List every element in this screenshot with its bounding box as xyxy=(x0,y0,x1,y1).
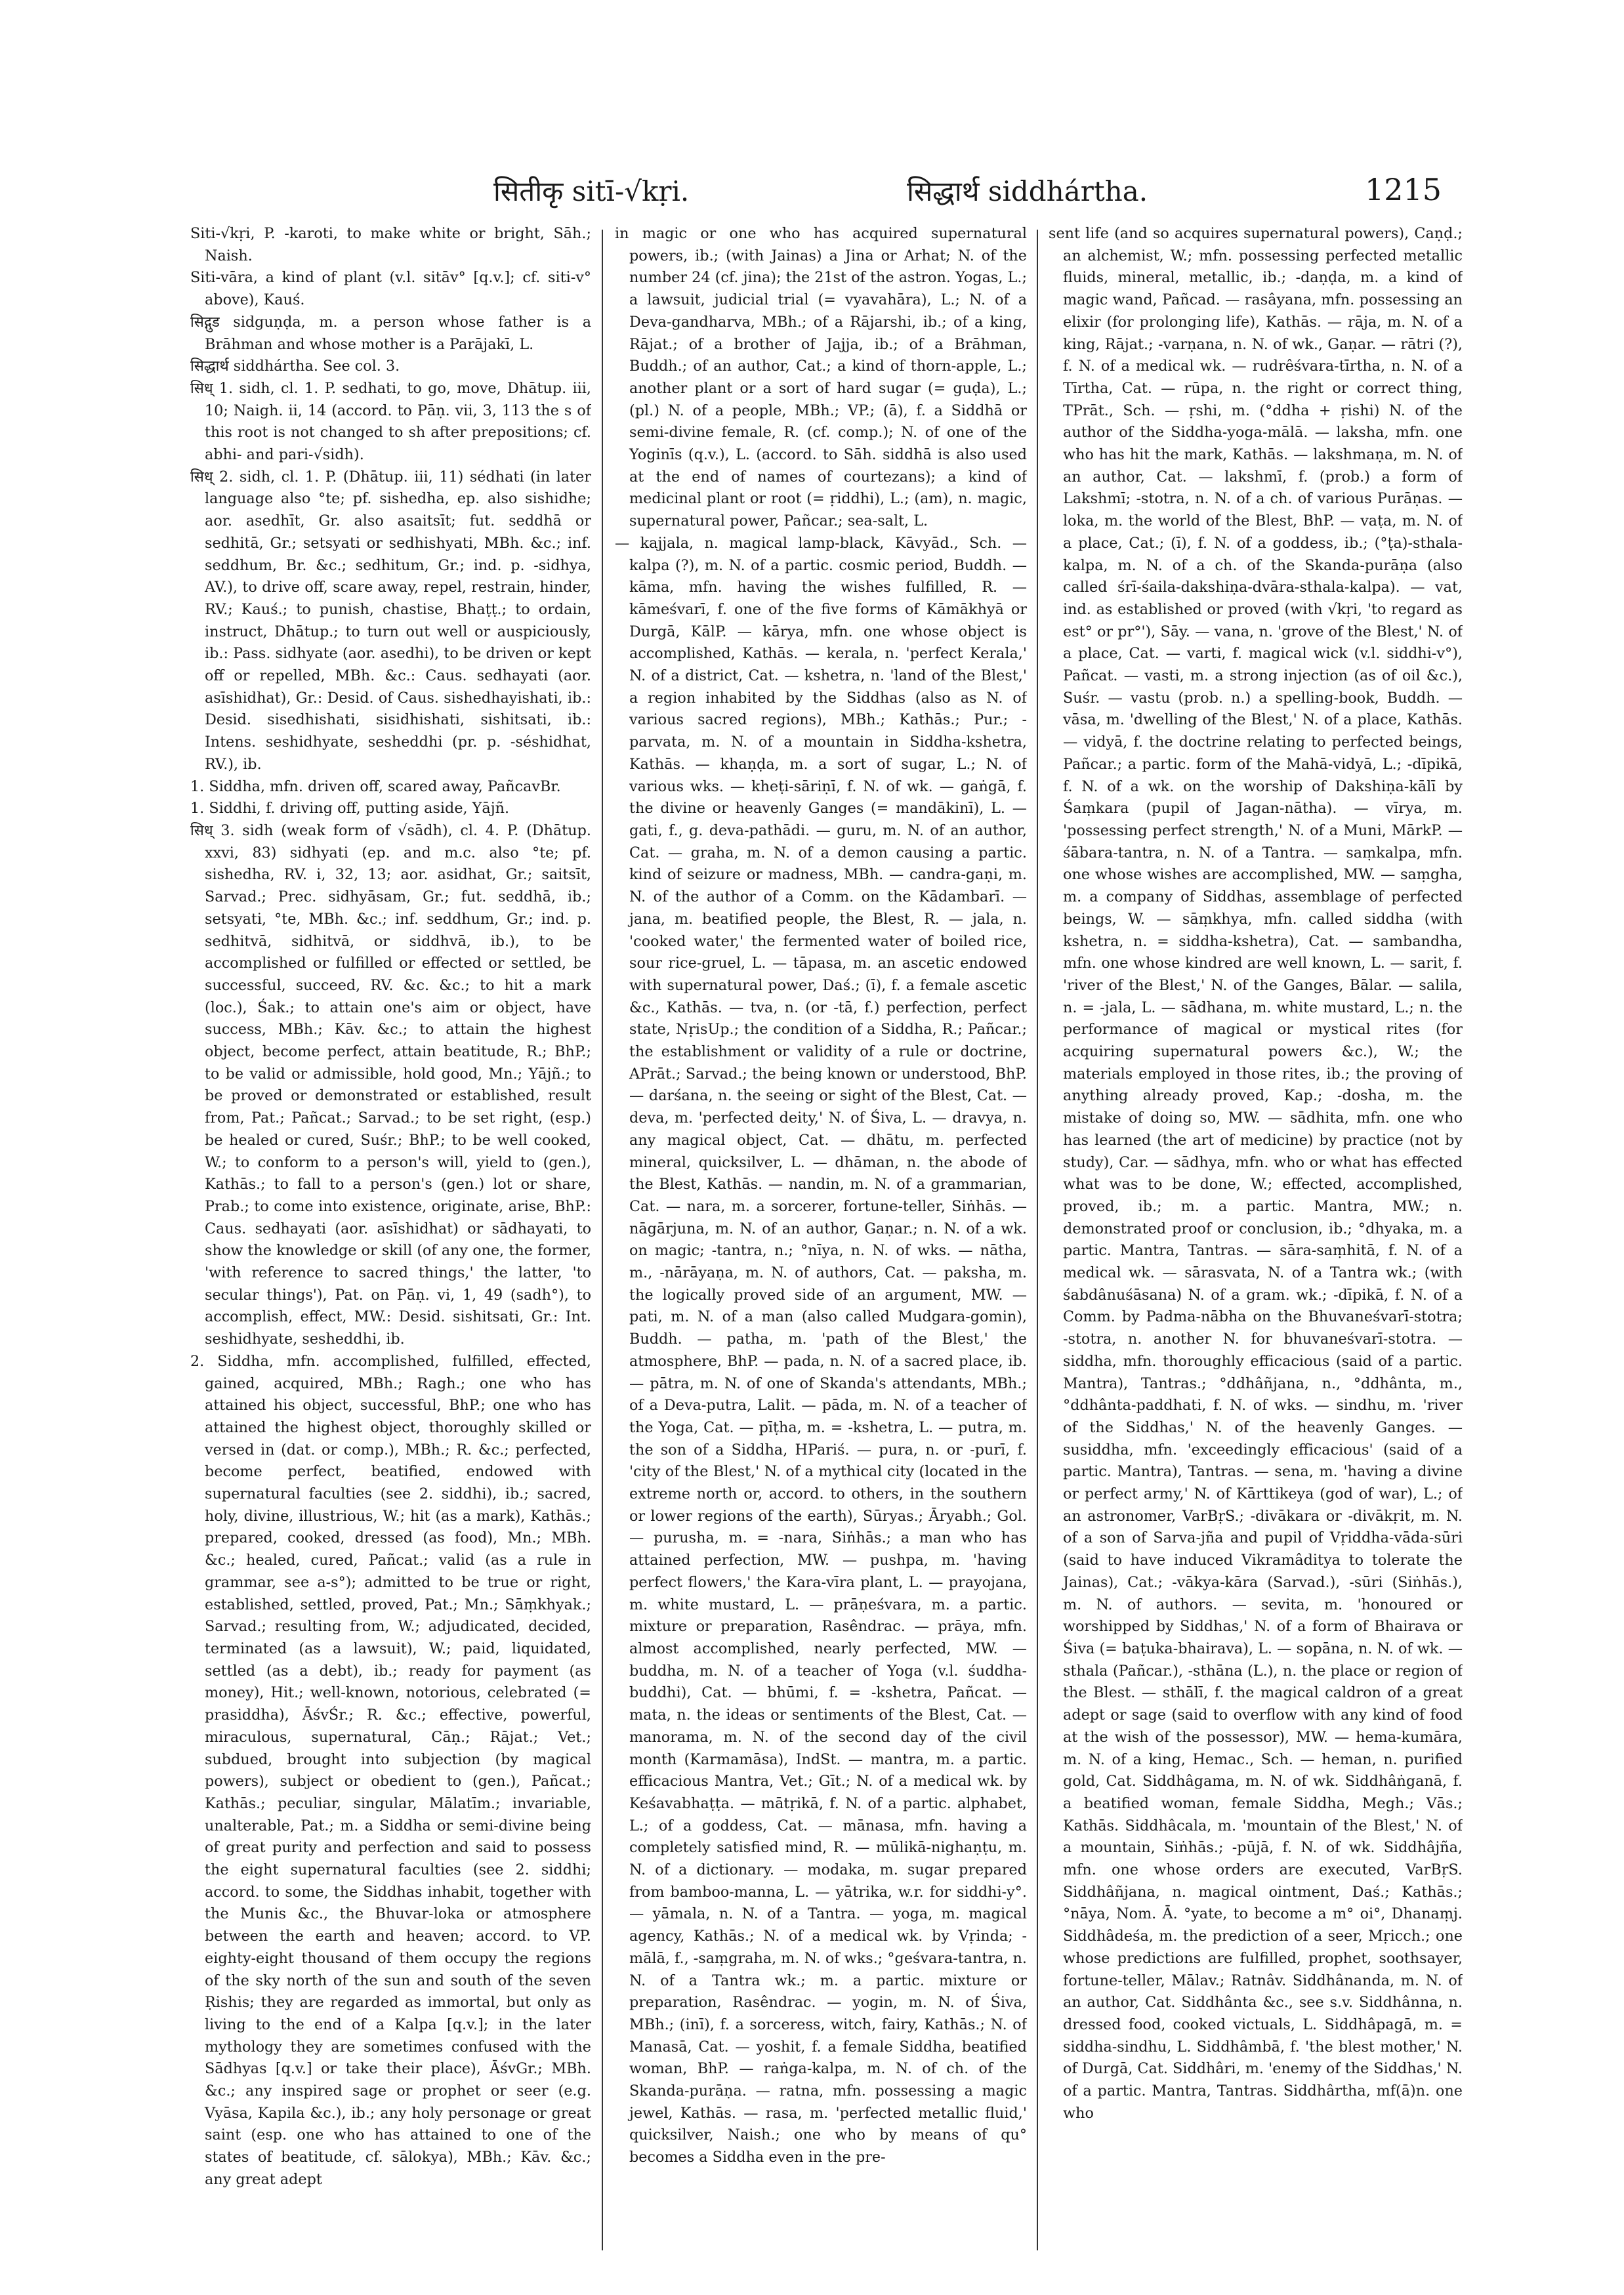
page-number: 1215 xyxy=(1365,172,1442,207)
entry: सिध् 2. sidh, cl. 1. P. (Dhātup. iii, 11) sédhati (in later language also °te; pf. sishedha, ep. also sishidhe; aor. asedhīt, Gr. also asaitsīt; fut. seddhā or sedhitā, Gr.; setsyati or sedhishyati, MBh. &c.; inf. seddhum, Br. &c.; sedhitum, Gr.; ind. p. -sidhya, AV.), to drive off, scare away, repel, restrain, hinder, RV.; Kauś.; to punish, chastise, Bhaṭṭ.; to ordain, instruct, Dhātup.; to turn out well or auspiciously, ib.: Pass. sidhyate (aor. asedhi), to be driven or kept off or repelled, MBh. &c.: Caus. sedhayati (aor. asīshidhat), Gr.: Desid. of Caus. sishedhayishati, ib.: Desid. sisedhishati, sisidhishati, sishitsati, ib.: Intens. seshidhyate, sesheddhi (pr. p. -séshidhat, RV.), ib. xyxy=(190,468,591,773)
running-header xyxy=(0,172,1624,218)
entry: सिध् 3. sidh (weak form of √sādh), cl. 4. P. (Dhātup. xxvi, 83) sidhyati (ep. and m.c. also °te; pf. sishedha, RV. i, 32, 13; aor. asidhat, Gr.; saitsīt, Sarvad.; Prec. sidhyāsam, Gr.; fut. seddhā, ib.; setsyati, °te, MBh. &c.; inf. seddhum, Gr.; ind. p. sedhitvā, sidhitvā, or siddhvā, ib.), to be accomplished or fulfilled or effected or settled, be successful, succeed, RV. &c. &c.; to hit a mark (loc.), Śak.; to attain one's aim or object, have success, MBh.; Kāv. &c.; to attain the highest object, become perfect, attain beatitude, R.; BhP.; to be valid or admissible, hold good, Mn.; Yājñ.; to be proved or demonstrated or established, result from, Pat.; Pañcat.; Sarvad.; to be set right, (esp.) be healed or cured, Suśr.; BhP.; to be well cooked, W.; to conform to a person's will, yield to (gen.), Kathās.; to fall to a person's (gen.) lot or share, Prab.; to come into existence, originate, arise, BhP.: Caus. sedhayati (aor. asīshidhat) or sādhayati, to show the knowledge or skill (of any one, the former, 'with reference to sacred things,' the latter, 'to secular things'), Pat. on Pāṇ. vi, 1, 49 (sadh°), to accomplish, effect, MW.: Desid. sishitsati, Gr.: Int. seshidhyate, sesheddhi, ib. xyxy=(190,821,591,1348)
column-divider xyxy=(1037,230,1038,2250)
entry: सिद्गुड sidguṇḍa, m. a person whose father is a Brāhman and whose mother is a Parājakī, L. xyxy=(190,313,591,353)
entry: 1. Siddhi, f. driving off, putting aside, Yājñ. xyxy=(190,800,510,817)
entry: sent life (and so acquires supernatural powers), Caṇḍ.; an alchemist, W.; mfn. possessing perfected metallic fluids, mineral, metallic, ib.; -daṇḍa, m. a kind of magic wand, Pañcad. — rasâyana, mfn. possessing an elixir (for prolonging life), Kathās. — rāja, m. N. of a king, Rājat.; -varṇana, n. N. of wk., Gaṇar. — rātri (?), f. N. of a medical wk. — rudrêśvara-tīrtha, n. N. of a Tīrtha, Cat. — rūpa, n. the right or correct thing, TPrāt., Sch. — ṛshi, m. (°ddha + ṛishi) N. of the author of the Siddha-yoga-mālā. — laksha, mfn. one who has hit the mark, Kathās. — lakshmaṇa, m. N. of an author, Cat. — lakshmī, f. (prob.) a form of Lakshmī; -stotra, n. N. of a ch. of various Purāṇas. — loka, m. the world of the Blest, BhP. — vaṭa, m. N. of a place, Cat.; (ī), f. N. of a goddess, ib.; (°ṭa)-sthala-kalpa, m. N. of a ch. of the Skanda-purāṇa (also called śrī-śaila-dakshiṇa-dvāra-sthala-kalpa). — vat, ind. as established or proved (with √kṛi, 'to regard as est° or pr°'), Sāy. — vana, n. 'grove of the Blest,' N. of a place, Cat. — varti, f. magical wick (v.l. siddhi-v°), Pañcat. — vasti, m. a strong injection (as of oil &c.), Suśr. — vastu (prob. n.) a spelling-book, Buddh. — vāsa, m. 'dwelling of the Blest,' N. of a place, Kathās. — vidyā, f. the doctrine relating to perfected beings, Pañcar.; a partic. form of the Mahā-vidyā, L.; -dīpikā, f. N. of a wk. on the worship of Dakshiṇa-kālī by Śaṃkara (pupil of Jagan-nātha). — vīrya, m. 'possessing perfect strength,' N. of a Muni, MārkP. — śābara-tantra, n. N. of a Tantra. — saṃkalpa, mfn. one whose wishes are accomplished, MW. — saṃgha, m. a company of Siddhas, assemblage of perfected beings, W. — sāṃkhya, mfn. called siddha (with kshetra, n. = siddha-kshetra), Cat. — sambandha, mfn. one whose kindred are well known, L. — sarit, f. 'river of the Blest,' N. of the Ganges, Bālar. — salila, n. = -jala, L. — sādhana, m. white mustard, L.; n. the performance of magical or mystical rites (for acquiring supernatural powers &c.), W.; the materials employed in those rites, ib.; the proving of anything already proved, Kap.; -dosha, m. the mistake of doing so, MW. — sādhita, mfn. one who has learned (the art of medicine) by practice (not by study), Car. — sādhya, mfn. who or what has effected what was to be done, W.; effected, accomplished, proved, ib.; m. a partic. Mantra, MW.; n. demonstrated proof or conclusion, ib.; °dhyaka, m. a partic. Mantra, Tantras. — sāra-saṃhitā, f. N. of a medical wk. — sārasvata, N. of a Tantra wk.; (with śabdânuśāsana) N. of a gram. wk.; -dīpikā, f. N. of a Comm. by Padma-nābha on the Bhuvaneśvarī-stotra; -stotra, n. another N. for bhuvaneśvarī-stotra. — siddha, mfn. thoroughly efficacious (said of a partic. Mantra), Tantras.; °ddhâñjana, n., °ddhânta, m., °ddhânta-paddhati, f. N. of wks. — sindhu, m. 'river of the Siddhas,' N. of the heavenly Ganges. — susiddha, mfn. 'exceedingly efficacious' (said of a partic. Mantra), Tantras. — sena, m. 'having a divine or perfect army,' N. of Kārttikeya (god of war), L.; of an astronomer, VarBṛS.; -divākara or -divākṛit, m. N. of a son of Sarva-jña and pupil of Vṛiddha-vāda-sūri (said to have induced Vikramâditya to tolerate the Jainas), Cat.; -vākya-kāra (Sarvad.), -sūri (Siṅhās.), m. N. of authors. — sevita, m. 'honoured or worshipped by Siddhas,' N. of a form of Bhairava or Śiva (= baṭuka-bhairava), L. — sopāna, n. N. of wk. — sthala (Pañcar.), -sthāna (L.), n. the place or region of the Blest. — sthālī, f. the magical caldron of a great adept or sage (said to overflow with any kind of food at the wish of the possessor), MW. — hema-kumāra, m. N. of a king, Hemac., Sch. — heman, n. purified gold, Cat. Siddhâgama, m. N. of wk. Siddhâṅganā, f. a beatified woman, female Siddha, Megh.; Vās.; Kathās. Siddhâcala, m. 'mountain of the Blest,' N. of a mountain, Siṅhās.; -pūjā, f. N. of wk. Siddhâjña, mfn. one whose orders are executed, VarBṛS. Siddhâñjana, n. magical ointment, Daś.; Kathās.; °nāya, Nom. Ā. °yate, to become a m° oi°, Dhanaṃj. Siddhâdeśa, m. the prediction of a seer, Mṛicch.; one whose predictions are fulfilled, prophet, soothsayer, fortune-teller, Mālav.; Ratnâv. Siddhânanda, m. N. of an author, Cat. Siddhânta &c., see s.v. Siddhânna, n. dressed food, cooked victuals, L. Siddhâpagā, m. = siddha-sindhu, L. Siddhâmbā, f. 'the blest mother,' N. of Durgā, Cat. Siddhâri, m. 'enemy of the Siddhas,' N. of a partic. Mantra, Tantras. Siddhârtha, mf(ā)n. one who xyxy=(1049,225,1463,2122)
entry: सिध् 1. sidh, cl. 1. P. sedhati, to go, move, Dhātup. iii, 10; Naigh. ii, 14 (accord. to Pāṇ. vii, 3, 113 the s of this root is not changed to sh after prepositions; cf. abhi- and pari-√sidh). xyxy=(190,379,591,464)
column-2 xyxy=(615,223,1027,2264)
column-divider xyxy=(602,230,603,2250)
entry: 1. Siddha, mfn. driven off, scared away, PañcavBr. xyxy=(190,777,561,795)
entry: Siti-vāra, a kind of plant (v.l. sitāv° [q.v.]; cf. siti-v° above), Kauś. xyxy=(190,269,591,309)
entry: Siti-√kṛi, P. -karoti, to make white or bright, Sāh.; Naish. xyxy=(190,225,591,264)
entry: सिद्धार्थ siddhártha. See col. 3. xyxy=(190,358,400,375)
entry: — kajjala, n. magical lamp-black, Kāvyād., Sch. — kalpa (?), m. N. of a partic. cosmic period, Buddh. — kāma, mfn. having the wishes fulfilled, R. — kāmeśvarī, f. one of the five forms of Kāmākhyā or Durgā, KālP. — kārya, mfn. one whose object is accomplished, Kathās. — kerala, n. 'perfect Kerala,' N. of a district, Cat. — kshetra, n. 'land of the Blest,' a region inhabited by the Siddhas (also as N. of various sacred regions), MBh.; Kathās.; Pur.; -parvata, m. N. of a mountain in Siddha-kshetra, Kathās. — khaṇḍa, m. a sort of sugar, L.; N. of various wks. — kheṭi-sāriṇī, f. N. of wk. — gaṅgā, f. the divine or heavenly Ganges (= mandākinī), L. — gati, f., g. deva-pathādi. — guru, m. N. of an author, Cat. — graha, m. N. of a demon causing a partic. kind of seizure or madness, MBh. — candra-gaṇi, m. N. of the author of a Comm. on the Kādambarī. — jana, m. beatified people, the Blest, R. — jala, n. 'cooked water,' the fermented water of boiled rice, sour rice-gruel, L. — tāpasa, m. an ascetic endowed with supernatural power, Daś.; (ī), f. a female ascetic &c., Kathās. — tva, n. (or -tā, f.) perfection, perfect state, NṛisUp.; the condition of a Siddha, R.; Pañcar.; the establishment or validity of a rule or doctrine, APrāt.; Sarvad.; the being known or understood, BhP. — darśana, n. the seeing or sight of the Blest, Cat. — deva, m. 'perfected deity,' N. of Śiva, L. — dravya, n. any magical object, Cat. — dhātu, m. perfected mineral, quicksilver, L. — dhāman, n. the abode of the Blest, Kathās. — nandin, m. N. of a grammarian, Cat. — nara, m. a sorcerer, fortune-teller, Siṅhās. — nāgārjuna, m. N. of an author, Gaṇar.; n. N. of a wk. on magic; -tantra, n.; °nīya, n. N. of wks. — nātha, m., -nārāyaṇa, m. N. of authors, Cat. — paksha, m. the logically proved side of an argument, MW. — pati, m. N. of a man (also called Mudgara-gomin), Buddh. — patha, m. 'path of the Blest,' the atmosphere, BhP. — pada, n. N. of a sacred place, ib. — pātra, m. N. of one of Skanda's attendants, MBh.; of a Deva-putra, Lalit. — pāda, m. N. of a teacher of the Yoga, Cat. — pīṭha, m. = -kshetra, L. — putra, m. the son of a Siddha, HPariś. — pura, n. or -purī, f. 'city of the Blest,' N. of a mythical city (located in the extreme north or, accord. to others, in the southern or lower regions of the earth), Sūryas.; Āryabh.; Gol. — purusha, m. = -nara, Siṅhās.; a man who has attained perfection, MW. — pushpa, m. 'having perfect flowers,' the Kara-vīra plant, L. — prayojana, m. white mustard, L. — prāṇeśvara, m. a partic. mixture or preparation, Rasêndrac. — prāya, mfn. almost accomplished, nearly perfected, MW. — buddha, m. N. of a teacher of Yoga (v.l. śuddha-buddhi), Cat. — bhūmi, f. = -kshetra, Pañcat. — mata, n. the ideas or sentiments of the Blest, Cat. — manorama, m. N. of the second day of the civil month (Karmamāsa), IndSt. — mantra, m. a partic. efficacious Mantra, Vet.; Gīt.; N. of a medical wk. by Keśavabhaṭṭa. — mātṛikā, f. N. of a partic. alphabet, L.; of a goddess, Cat. — mānasa, mfn. having a completely satisfied mind, R. — mūlikā-nighaṇṭu, m. N. of a dictionary. — modaka, m. sugar prepared from bamboo-manna, L. — yātrika, w.r. for siddhi-y°. — yāmala, n. N. of a Tantra. — yoga, m. magical agency, Kathās.; N. of a medical wk. by Vṛinda; -mālā, f., -saṃgraha, m. N. of wks.; °geśvara-tantra, n. N. of a Tantra wk.; m. a partic. mixture or preparation, Rasêndrac. — yogin, m. N. of Śiva, MBh.; (inī), f. a sorceress, witch, fairy, Kathās.; N. of Manasā, Cat. — yoshit, f. a female Siddha, beatified woman, BhP. — raṅga-kalpa, m. N. of ch. of the Skanda-purāṇa. — ratna, mfn. possessing a magic jewel, Kathās. — rasa, m. 'perfected metallic fluid,' quicksilver, Naish.; one who by means of qu° becomes a Siddha even in the pre- xyxy=(615,534,1027,2166)
entry: in magic or one who has acquired supernatural powers, ib.; (with Jainas) a Jina or Arhat; N. of the number 24 (cf. jina); the 21st of the astron. Yogas, L.; a lawsuit, judicial trial (= vyavahāra), L.; N. of a Deva-gandharva, MBh.; of a Rājarshi, ib.; of a king, Rājat.; of a brother of Jajja, ib.; of a Brāhman, Buddh.; of an author, Cat.; a kind of thorn-apple, L.; another plant or a sort of hard sugar (= guḍa), L.; (pl.) N. of a people, MBh.; VP.; (ā), f. a Siddhā or semi-divine female, R. (cf. comp.); N. of one of the Yoginīs (q.v.), L. (accord. to Sāh. siddhā is also used at the end of names of courtezans); a kind of medicinal plant or root (= ṛiddhi), L.; (am), n. magic, supernatural power, Pañcar.; sea-salt, L. xyxy=(615,225,1027,530)
header-center-guide-word: सिद्धार्थ siddhártha. xyxy=(907,175,1148,207)
column-3 xyxy=(1049,223,1463,2264)
column-1 xyxy=(190,223,591,2264)
header-left-guide-word: सितीकृ sitī-√kṛi. xyxy=(493,175,690,207)
entry: 2. Siddha, mfn. accomplished, fulfilled, effected, gained, acquired, MBh.; Ragh.; one who has attained his object, successful, BhP.; one who has attained the highest object, thoroughly skilled or versed in (dat. or comp.), MBh.; R. &c.; perfected, become perfect, beatified, endowed with supernatural faculties (see 2. siddhi), ib.; sacred, holy, divine, illustrious, W.; hit (as a mark), Kathās.; prepared, cooked, dressed (as food), Mn.; MBh. &c.; healed, cured, Pañcat.; valid (as a rule in grammar, see a-s°); admitted to be true or right, established, settled, proved, Pat.; Mn.; Sāṃkhyak.; Sarvad.; resulting from, W.; adjudicated, decided, terminated (as a lawsuit), W.; paid, liquidated, settled (as a debt), ib.; ready for payment (as money), Hit.; well-known, notorious, celebrated (= prasiddha), ĀśvŚr.; R. &c.; effective, powerful, miraculous, supernatural, Cāṇ.; Rājat.; Vet.; subdued, brought into subjection (by magical powers), subject or obedient to (gen.), Pañcat.; Kathās.; peculiar, singular, Mālatīm.; invariable, unalterable, Pat.; m. a Siddha or semi-divine being of great purity and perfection and said to possess the eight supernatural faculties (see 2. siddhi; accord. to some, the Siddhas inhabit, together with the Munis &c., the Bhuvar-loka or atmosphere between the earth and heaven; accord. to VP. eighty-eight thousand of them occupy the regions of the sky north of the sun and south of the seven Ṛishis; they are regarded as immortal, but only as living to the end of a Kalpa [q.v.]; in the later mythology they are sometimes confused with the Sādhyas [q.v.] or take their place), ĀśvGr.; MBh. &c.; any inspired sage or prophet or seer (e.g. Vyāsa, Kapila &c.), ib.; any holy personage or great saint (esp. one who has attained to one of the states of beatitude, cf. sālokya), MBh.; Kāv. &c.; any great adept xyxy=(190,1352,591,2188)
